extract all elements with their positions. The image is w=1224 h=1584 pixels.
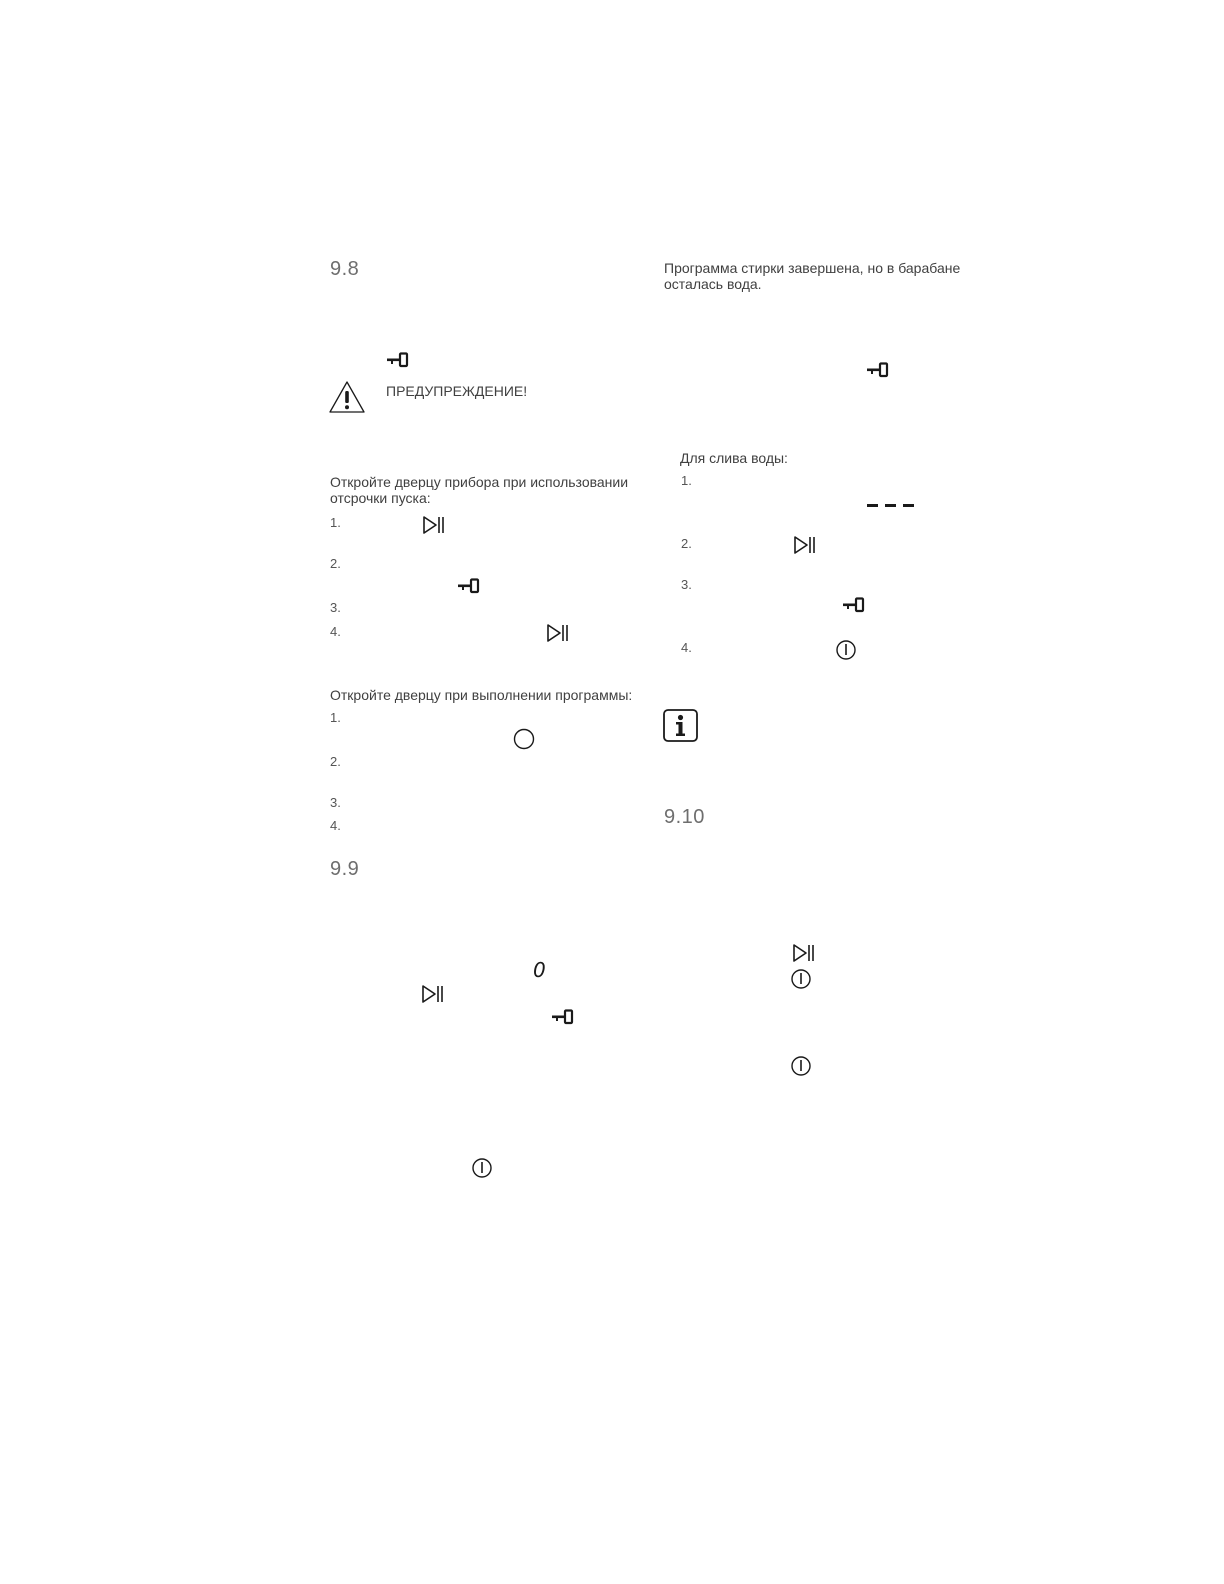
start-pause-icon [546, 623, 570, 643]
subsection-title-running: Откройте дверцу при выполнении программы: [330, 687, 633, 703]
section-heading-9-9: 9.9 [330, 858, 360, 880]
on-off-icon [790, 968, 812, 990]
warning-triangle-icon [328, 380, 366, 414]
intro-line: осталась вода. [664, 276, 762, 292]
step-number: 3. [330, 795, 341, 810]
on-off-icon [471, 1157, 493, 1179]
title-line: отсрочки пуска: [330, 490, 431, 506]
door-lock-key-icon [552, 1009, 582, 1025]
step-number: 4. [330, 818, 341, 833]
intro-text [664, 260, 960, 292]
section-heading-9-10: 9.10 [664, 806, 705, 828]
step-number: 1. [330, 710, 341, 725]
warning-label: ПРЕДУПРЕЖДЕНИЕ! [386, 383, 528, 399]
drain-title: Для слива воды: [680, 450, 788, 466]
step-number: 4. [681, 640, 692, 655]
start-pause-icon [792, 943, 816, 963]
step-number: 4. [330, 624, 341, 639]
triple-dash-display-icon [866, 500, 916, 510]
door-lock-key-icon [387, 352, 417, 368]
subsection-title-delay-start [330, 474, 628, 506]
door-lock-key-icon [843, 597, 873, 613]
step-number: 2. [681, 536, 692, 551]
on-off-icon [790, 1055, 812, 1077]
title-line: Откройте дверцу прибора при использовании [330, 474, 629, 490]
door-lock-key-icon [458, 578, 488, 594]
step-number: 1. [681, 473, 692, 488]
step-number: 3. [681, 577, 692, 592]
step-number: 2. [330, 754, 341, 769]
circle-indicator-icon [513, 728, 535, 750]
info-icon [663, 709, 698, 742]
start-pause-icon [793, 535, 817, 555]
start-pause-icon [421, 984, 445, 1004]
section-heading-9-8: 9.8 [330, 258, 360, 280]
door-lock-key-icon [867, 362, 897, 378]
step-number: 1. [330, 515, 341, 530]
step-number: 3. [330, 600, 341, 615]
step-number: 2. [330, 556, 341, 571]
display-digit: 0 [533, 958, 546, 982]
on-off-icon [835, 639, 857, 661]
start-pause-icon [422, 515, 446, 535]
intro-line: Программа стирки завершена, но в барабане [664, 260, 961, 276]
